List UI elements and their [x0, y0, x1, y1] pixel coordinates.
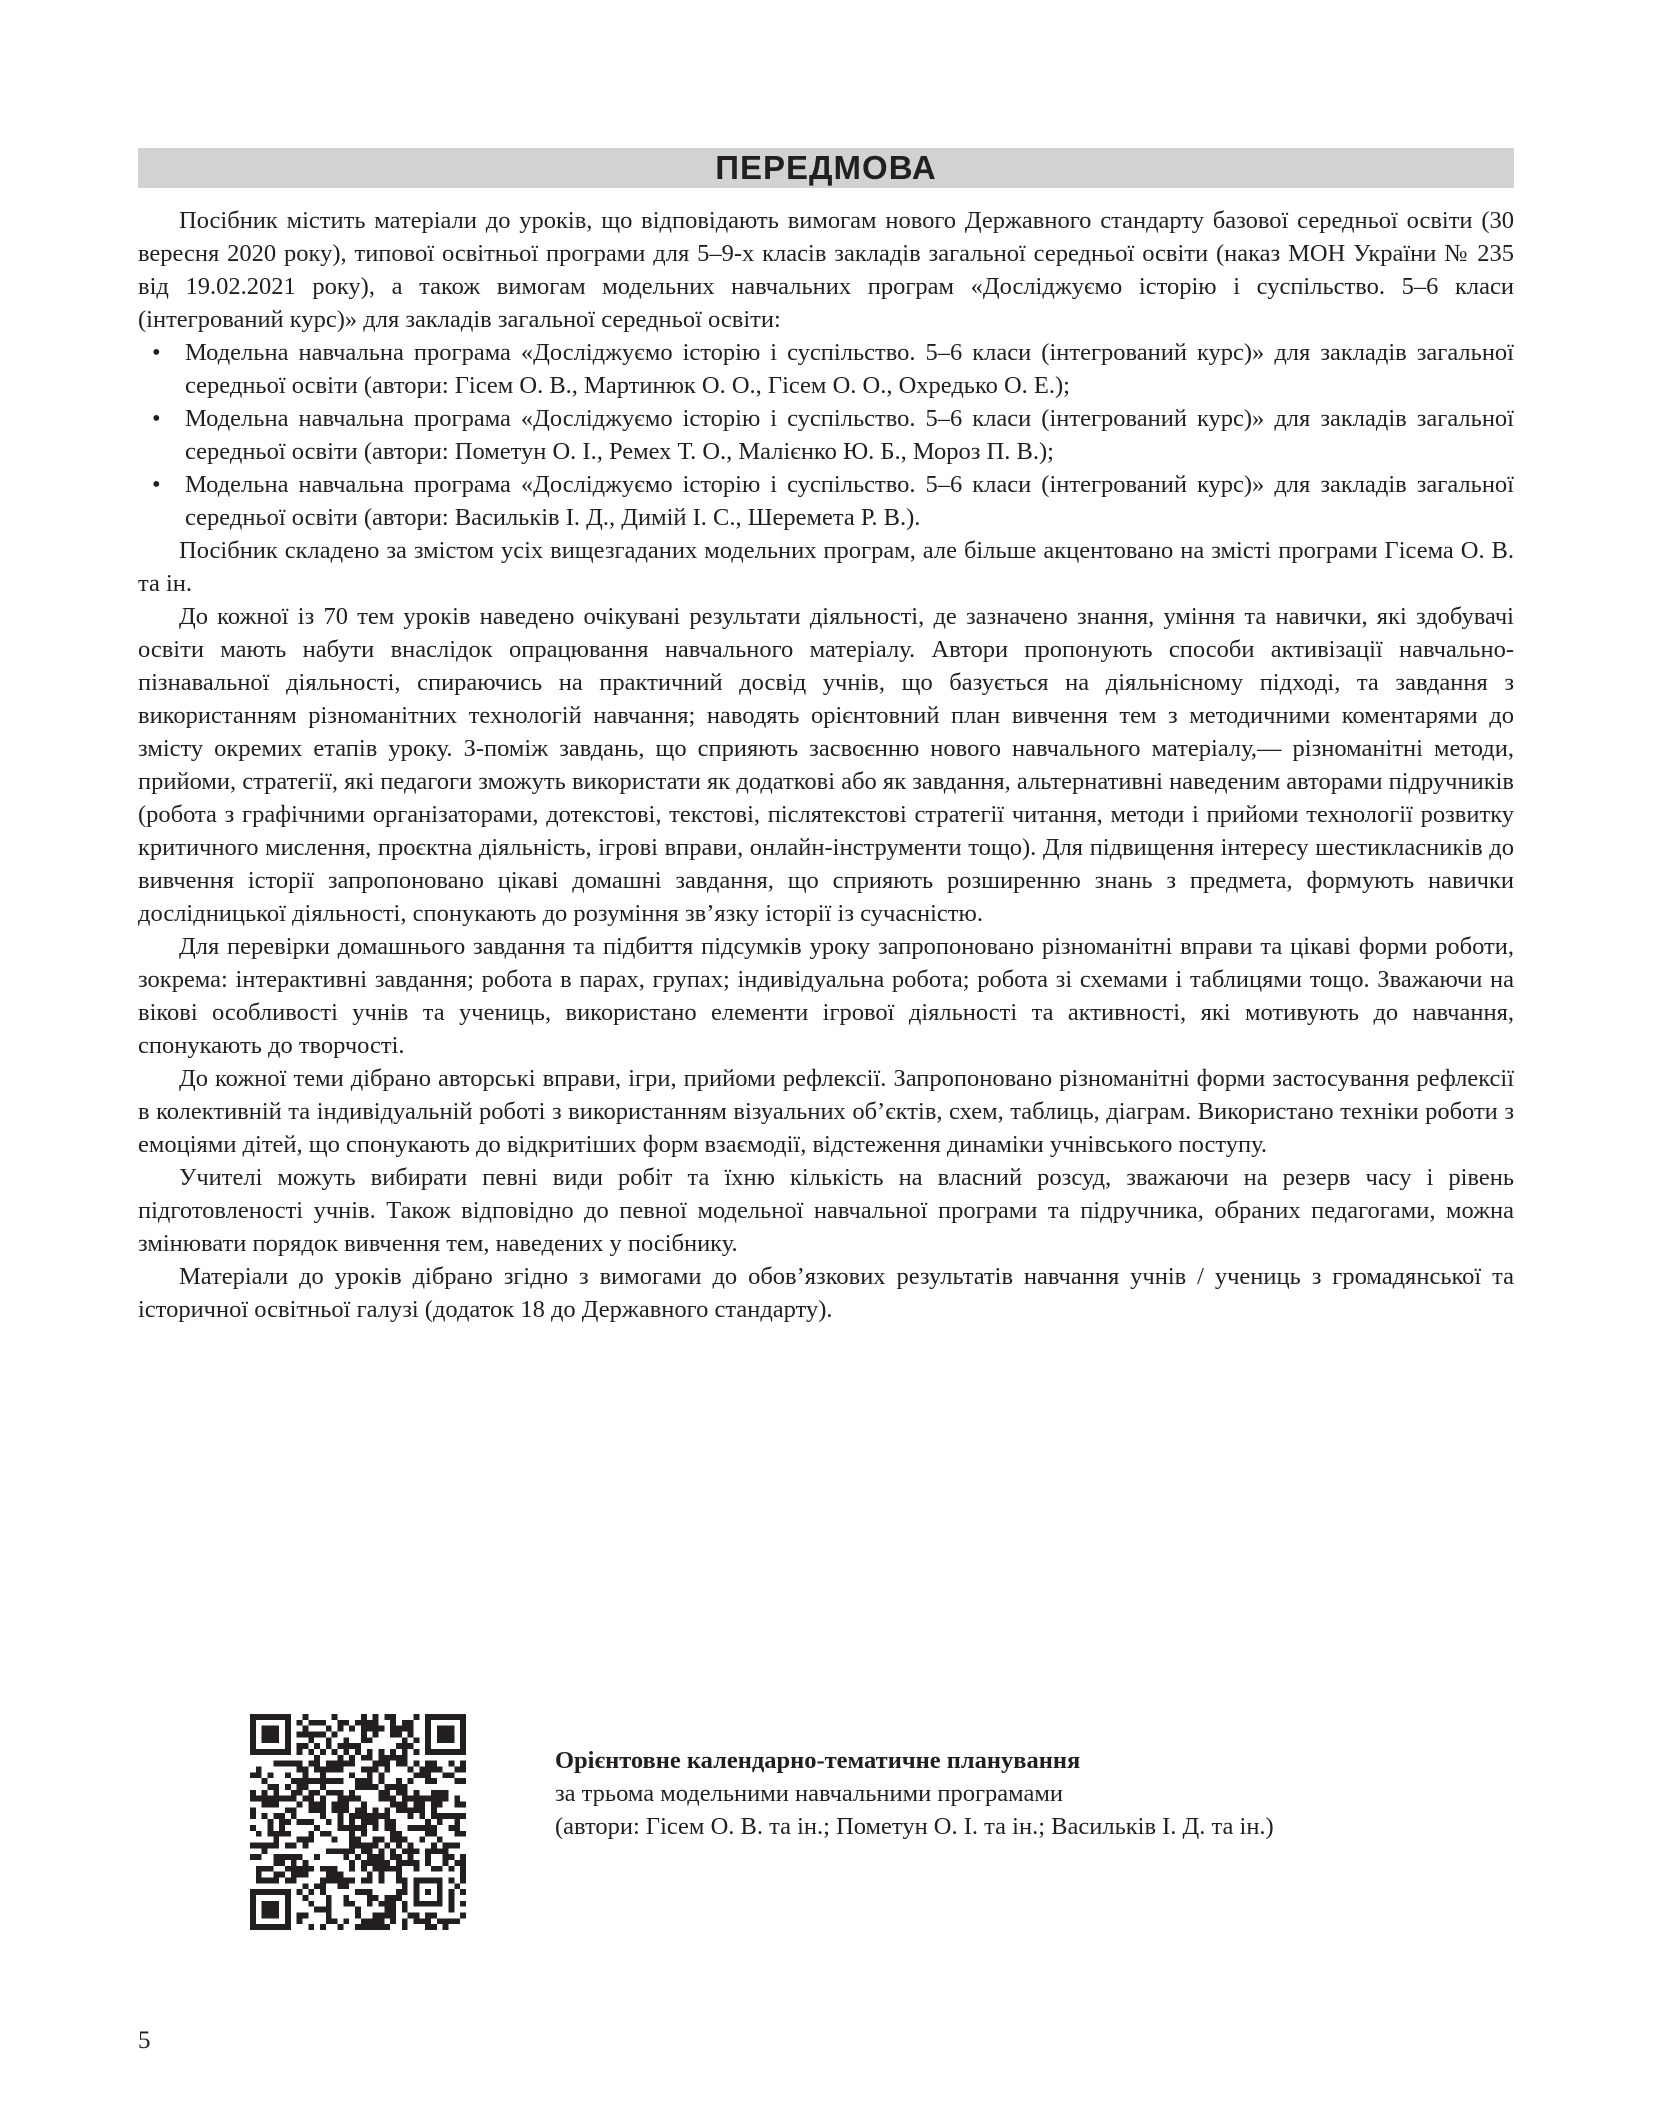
body-text: [138, 204, 1514, 1326]
bullet-icon: •: [152, 405, 161, 432]
list-item: [138, 336, 1514, 402]
qr-section: [250, 1714, 1550, 1934]
bullet-icon: •: [152, 471, 161, 498]
program-text: Модельна навчальна програма «Досліджуємо історію і суспільство. 5–6 класи (інтегрований курс)» для закладів загальної середньої освіти (автори: Гісем О. В., Мартинюк О. О., Гісем О. О., Охредько О. Е.);: [185, 339, 1514, 399]
program-list: [138, 336, 1514, 534]
paragraph: До кожної із 70 тем уроків наведено очікувані результати діяльності, де зазначено знання, уміння та навички, які здобувачі освіти мають набути внаслідок опрацювання навчального матеріалу. Автори пропонують способи активізації навчально-пізнавальної діяльності, спираючись на практичний досвід учнів, що базується на діяльнісному підході, та завдання з використанням різноманітних технологій навчання; наводять орієнтовний план вивчення тем з методичними коментарями до змісту окремих етапів уроку. З-поміж завдань, що сприяють засвоєнню нового навчального матеріалу,— різноманітні методи, прийоми, стратегії, які педагоги зможуть використати як додаткові або як завдання, альтернативні наведеним авторами підручників (робота з графічними організаторами, дотекстові, текстові, післятекстові стратегії читання, методи і прийоми технології розвитку критичного мислення, проєктна діяльність, ігрові вправи, онлайн-інструменти тощо). Для підвищення інтересу шестикласників до вивчення історії запропоновано цікаві домашні завдання, що сприяють розширенню знань з предмета, формують навички дослідницької діяльності, спонукають до розуміння зв’язку історії із сучасністю.: [138, 603, 1514, 927]
qr-caption-line: (автори: Гісем О. В. та ін.; Пометун О. І. та ін.; Васильків І. Д. та ін.): [555, 1813, 1274, 1840]
page-number: 5: [138, 2027, 151, 2054]
heading-band: [138, 148, 1514, 188]
paragraph: До кожної теми дібрано авторські вправи, ігри, прийоми рефлексії. Запропоновано різноманітні форми застосування рефлексії в колективній та індивідуальній роботі з використанням візуальних об’єктів, схем, таблиць, діаграм. Використано техніки роботи з емоціями дітей, що спонукають до відкритіших форм взаємодії, відстеження динаміки учнівського поступу.: [138, 1065, 1514, 1158]
qr-code-icon[interactable]: [250, 1714, 466, 1930]
page-content: [138, 148, 1514, 1326]
paragraph: Учителі можуть вибирати певні види робіт та їхню кількість на власний розсуд, зважаючи на резерв часу і рівень підготовленості учнів. Також відповідно до певної модельної навчальної програми та підручника, обраних педагогами, можна змінювати порядок вивчення тем, наведених у посібнику.: [138, 1164, 1514, 1257]
paragraph: Посібник складено за змістом усіх вищезгаданих модельних програм, але більше акцентовано на змісті програми Гісема О. В. та ін.: [138, 537, 1514, 597]
page-title: ПЕРЕДМОВА: [715, 149, 937, 186]
list-item: [138, 468, 1514, 534]
intro-paragraph: Посібник містить матеріали до уроків, що відповідають вимогам нового Державного стандарту базової середньої освіти (30 вересня 2020 року), типової освітньої програми для 5–9-х класів закладів загальної середньої освіти (наказ МОН України № 235 від 19.02.2021 року), а також вимогам модельних навчальних програм «Досліджуємо історію і суспільство. 5–6 класи (інтегрований курс)» для закладів загальної середньої освіти:: [138, 207, 1514, 333]
program-text: Модельна навчальна програма «Досліджуємо історію і суспільство. 5–6 класи (інтегрований курс)» для закладів загальної середньої освіти (автори: Васильків І. Д., Димій І. С., Шеремета Р. В.).: [185, 471, 1514, 531]
list-item: [138, 402, 1514, 468]
paragraph: Матеріали до уроків дібрано згідно з вимогами до обов’язкових результатів навчання учнів / учениць з громадянської та історичної освітньої галузі (додаток 18 до Державного стандарту).: [138, 1263, 1514, 1323]
qr-caption-title: Орієнтовне календарно-тематичне планування: [555, 1747, 1081, 1774]
bullet-icon: •: [152, 339, 161, 366]
program-text: Модельна навчальна програма «Досліджуємо історію і суспільство. 5–6 класи (інтегрований курс)» для закладів загальної середньої освіти (автори: Пометун О. І., Ремех Т. О., Малієнко Ю. Б., Мороз П. В.);: [185, 405, 1514, 465]
qr-caption-line: за трьома модельними навчальними програмами: [555, 1780, 1063, 1807]
qr-caption: [555, 1744, 1535, 1843]
paragraph: Для перевірки домашнього завдання та підбиття підсумків уроку запропоновано різноманітні вправи та цікаві форми роботи, зокрема: інтерактивні завдання; робота в парах, групах; індивідуальна робота; робота зі схемами і таблицями тощо. Зважаючи на вікові особливості учнів та учениць, використано елементи ігрової діяльності та активності, які мотивують до навчання, спонукають до творчості.: [138, 933, 1514, 1059]
